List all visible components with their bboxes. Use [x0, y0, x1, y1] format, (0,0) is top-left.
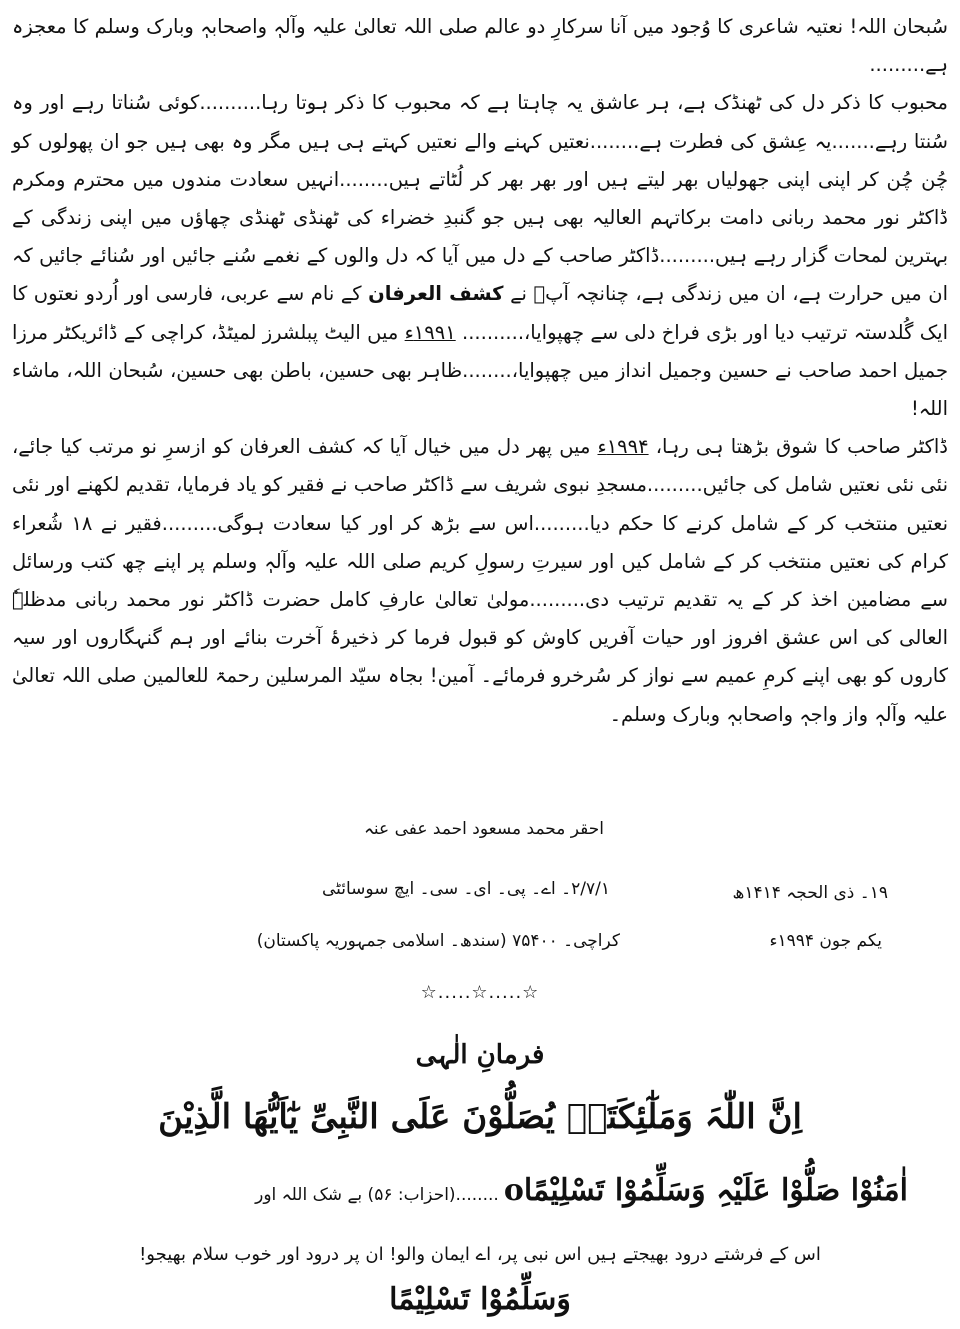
signature-name: احقر محمد مسعود احمد عفی عنہ — [363, 819, 604, 839]
intro-text-continued: کے نام سے عربی، فارسی اور اُردو نعتوں کا ایک گُلدستہ ترتیب دیا اور بڑی فراخ دلی سے چھپوایا،.......... — [12, 282, 949, 344]
revision-year: ۱۹۹۴ء — [597, 435, 649, 459]
ayah-reference: ........(احزاب: ۵۶) بے شک اللہ اور — [255, 1185, 499, 1205]
publication-year: ۱۹۹۱ء — [404, 320, 456, 344]
ayah-translation: اس کے فرشتے درود بھیجتے ہیں اس نبی پر، اے ایمان والو! ان پر درود اور خوب سلام بھیجو! — [139, 1244, 821, 1265]
paragraph-intro — [12, 8, 948, 428]
intro-text: محبوب کا ذکر دل کی ٹھنڈک ہے، ہر عاشق یہ چاہتا ہے کہ محبوب کا ذکر ہوتا رہا..........کوئی سُناتا رہے اور وہ سُنتا رہے.......یہ عِشق کی فطرت ہے........نعتیں کہنے والے نعتیں کہتے ہی ہیں مگر وہ بھی ہیں جو ان پھولوں کو چُن چُن کر اپنی اپنی جھولیاں بھر لیتے ہیں اور بھر بھر کر لُٹاتے ہیں........انہیں سعادت مندوں میں محترم ومکرم ڈاکٹر نور محمد ربانی دامت برکاتہم العالیہ بھی ہیں جو گنبدِ خضراء کی ٹھنڈی ٹھنڈی چھاؤں میں اپنی زندگی کے بہترین لمحات گزار رہے ہیں.........ڈاکٹر صاحب کے دل میں آیا کہ دل والوں کے نغمے سُنے جائیں اور سُنائے جائیں کہ ان میں حرارت ہے، ان میں زندگی ہے، چنانچہ آپؒ نے — [12, 91, 949, 306]
farman-title: فرمانِ الٰہی — [415, 1040, 545, 1070]
book-title: کشف العرفان — [368, 282, 504, 306]
ayah-line2-block — [128, 1168, 908, 1218]
intro-text-end: میں الیٹ پبلشرز لمیٹڈ، کراچی کے ڈائریکٹر مرزا جمیل احمد صاحب نے حسین وجمیل انداز میں چھپوایا،........ظاہر بھی حسین، باطن بھی حسین، سُبحان اللہ، ماشاء اللہ! — [12, 320, 948, 421]
signature-date-gregorian: یکم جون ۱۹۹۴ء — [769, 931, 882, 951]
second-text: میں پھر دل میں خیال آیا کہ کشف العرفان کو ازسرِ نو مرتب کیا جائے، نئی نئی نعتیں شامل کی جائیں.........مسجدِ نبوی شریف سے ڈاکٹر صاحب نے فقیر کو یاد فرمایا، تقدیم لکھنے اور نئی نعتیں منتخب کر کے شامل کرنے کا حکم دیا.........اس سے بڑھ کر اور کیا سعادت ہوگی.........فقیر نے ۱۸ شُعراء کرام کی نعتیں منتخب کر کے شامل کیں اور سیرتِ رسولِ کریم صلی اللہ علیہ وآلہٖ وسلم پر اپنے چھ کتب ورسائل سے مضامین اخذ کر کے یہ تقدیم ترتیب دی.........مولیٰ تعالیٰ عارفِ کامل حضرت ڈاکٹر نور محمد ربانی مدظلہٗ العالی کی اس عشق افروز اور حیات آفریں کاوش کو قبول فرما کر ذخیرۂ آخرت بنائے اور ہم گنہگاروں اور سیہ کاروں کو بھی اپنے کرمِ عمیم سے نواز کر سُرخرو فرمائے۔ آمین! بجاہ سیّد المرسلین رحمۃ للعالمین صلی اللہ تعالیٰ علیہ وآلہٖ واز واجہٖ واصحابہٖ وبارک وسلم۔ — [12, 435, 948, 726]
paragraph-second — [12, 428, 948, 734]
intro-sentence: سُبحان اللہ! نعتیہ شاعری کا وُجود میں آنا سرکارِ دو عالم صلی اللہ تعالیٰ علیہ وآلہٖ واصحابہٖ وبارک وسلم کا معجزہ ہے......... — [12, 15, 948, 77]
ayah-line1: اِنَّ اللّٰہَ وَمَلٰٓئِکَتَہٗ یُصَلُّوْنَ عَلَی النَّبِیِّ یٰٓاَیُّھَا الَّذِیْنَ — [158, 1097, 802, 1137]
second-text-start: ڈاکٹر صاحب کا شوق بڑھتا ہی رہا، — [655, 435, 948, 459]
body-text — [12, 8, 948, 734]
ayah-closing: وَسَلِّمُوْا تَسْلِیْمًا — [389, 1282, 571, 1317]
signature-date-hijri: ۱۹۔ ذی الحجہ ۱۴۱۴ھ — [732, 883, 888, 903]
signature-address-line2: کراچی۔ ۷۵۴۰۰ (سندھ۔ اسلامی جمہوریہ پاکستان) — [256, 931, 620, 951]
star-separator: ☆.....☆.....☆ — [420, 982, 540, 1003]
signature-address-line1: ۲/۷/۱۔ اے۔ پی۔ ای۔ سی۔ ایچ سوسائٹی — [321, 879, 610, 899]
ayah-line2: اٰمَنُوْا صَلُّوْا عَلَیْہِ وَسَلِّمُوْا تَسْلِیْمًاo — [503, 1173, 908, 1208]
